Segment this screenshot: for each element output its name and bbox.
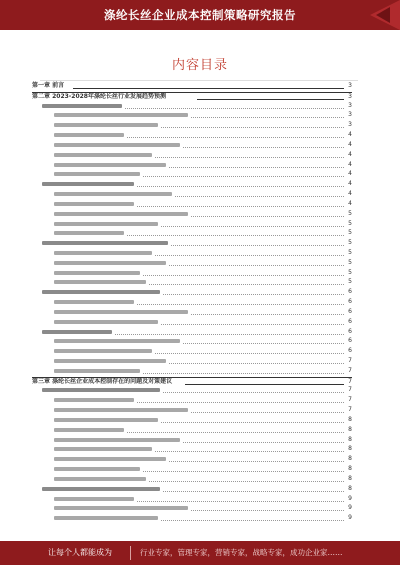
toc-page-number: 9 — [348, 504, 352, 512]
toc-leader-dots — [169, 461, 344, 462]
toc-leader-dots — [161, 422, 344, 423]
toc-page-number: 8 — [348, 415, 352, 423]
toc-leader-dots — [183, 442, 344, 443]
toc-subsection-entry[interactable] — [32, 357, 352, 366]
table-of-contents — [32, 82, 352, 524]
toc-leader-dots — [183, 147, 344, 148]
toc-subsection-entry[interactable] — [32, 200, 352, 209]
toc-subsection-entry[interactable] — [32, 190, 352, 199]
toc-page-number: 9 — [348, 514, 352, 522]
toc-leader-dots — [185, 384, 344, 385]
toc-page-number: 4 — [348, 131, 352, 139]
toc-entry-label-unreadable — [54, 231, 124, 235]
toc-subsection-entry[interactable] — [32, 111, 352, 120]
toc-page-number: 4 — [348, 190, 352, 198]
toc-subsection-entry[interactable] — [32, 416, 352, 425]
toc-leader-dots — [155, 451, 344, 452]
toc-subsection-entry[interactable] — [32, 131, 352, 140]
toc-leader-dots — [163, 392, 344, 393]
toc-leader-dots — [73, 88, 344, 89]
toc-leader-dots — [161, 226, 344, 227]
toc-leader-dots — [143, 471, 344, 472]
toc-page-number: 7 — [348, 377, 352, 385]
toc-entry-label-unreadable — [54, 359, 166, 363]
toc-leader-dots — [175, 196, 344, 197]
toc-entry-label-unreadable — [54, 133, 124, 137]
toc-entry-label-unreadable — [54, 143, 180, 147]
toc-page-number: 7 — [348, 406, 352, 414]
footer-slogan: 让每个人都能成为 — [48, 548, 112, 557]
toc-entry-label: 第一章 前言 — [32, 82, 65, 89]
toc-page-number: 4 — [348, 150, 352, 158]
toc-leader-dots — [191, 117, 344, 118]
toc-leader-dots — [137, 402, 344, 403]
toc-entry-label-unreadable — [54, 300, 134, 304]
toc-subsection-entry[interactable] — [32, 259, 352, 268]
toc-leader-dots — [137, 304, 344, 305]
toc-page-number: 3 — [348, 121, 352, 129]
toc-chapter-entry[interactable] — [32, 82, 352, 91]
toc-page-number: 8 — [348, 484, 352, 492]
toc-page-number: 6 — [348, 347, 352, 355]
toc-page-number: 5 — [348, 248, 352, 256]
toc-entry-label-unreadable — [54, 398, 134, 402]
toc-subsection-entry[interactable] — [32, 308, 352, 317]
toc-section-entry[interactable] — [32, 328, 352, 337]
toc-leader-dots — [169, 363, 344, 364]
toc-entry-label-unreadable — [54, 280, 146, 284]
toc-entry-label-unreadable — [54, 506, 188, 510]
toc-leader-dots — [191, 412, 344, 413]
toc-page-number: 6 — [348, 288, 352, 296]
toc-page-number: 5 — [348, 239, 352, 247]
toc-subsection-entry[interactable] — [32, 278, 352, 287]
toc-leader-dots — [171, 245, 344, 246]
toc-page-number: 7 — [348, 386, 352, 394]
toc-page-number: 3 — [348, 101, 352, 109]
toc-subsection-entry[interactable] — [32, 514, 352, 523]
toc-leader-dots — [115, 334, 344, 335]
toc-subsection-entry[interactable] — [32, 151, 352, 160]
toc-entry-label-unreadable — [54, 310, 188, 314]
toc-leader-dots — [169, 265, 344, 266]
toc-entry-label-unreadable — [42, 290, 160, 294]
toc-leader-dots — [149, 284, 344, 285]
toc-subsection-entry[interactable] — [32, 495, 352, 504]
toc-page-number: 6 — [348, 298, 352, 306]
toc-subsection-entry[interactable] — [32, 465, 352, 474]
toc-entry-label-unreadable — [54, 516, 158, 520]
toc-subsection-entry[interactable] — [32, 249, 352, 258]
toc-entry-label-unreadable — [54, 172, 140, 176]
toc-entry-label-unreadable — [42, 182, 134, 186]
toc-leader-dots — [163, 491, 344, 492]
toc-leader-dots — [161, 324, 344, 325]
toc-page-number: 4 — [348, 170, 352, 178]
toc-subsection-entry[interactable] — [32, 298, 352, 307]
toc-heading: 内容目录 — [171, 58, 228, 73]
toc-leader-dots — [137, 186, 344, 187]
toc-entry-label-unreadable — [54, 477, 146, 481]
toc-page-number: 5 — [348, 268, 352, 276]
toc-subsection-entry[interactable] — [32, 426, 352, 435]
toc-section-entry[interactable] — [32, 102, 352, 111]
toc-page-number: 5 — [348, 229, 352, 237]
toc-subsection-entry[interactable] — [32, 406, 352, 415]
toc-leader-dots — [161, 520, 344, 521]
toc-leader-dots — [137, 206, 344, 207]
toc-leader-dots — [127, 137, 344, 138]
toc-entry-label-unreadable — [54, 349, 152, 353]
toc-subsection-entry[interactable] — [32, 161, 352, 170]
toc-chapter-entry[interactable] — [32, 92, 352, 102]
toc-entry-label-unreadable — [54, 457, 166, 461]
toc-subsection-entry[interactable] — [32, 269, 352, 278]
toc-page-number: 7 — [348, 366, 352, 374]
toc-entry-label-unreadable — [54, 192, 172, 196]
toc-leader-dots — [155, 255, 344, 256]
toc-entry-label-unreadable — [54, 163, 166, 167]
toc-entry-label-unreadable — [54, 251, 152, 255]
toc-entry-label-unreadable — [54, 418, 158, 422]
toc-page-number: 6 — [348, 307, 352, 315]
toc-page-number: 4 — [348, 180, 352, 188]
toc-subsection-entry[interactable] — [32, 318, 352, 327]
toc-entry-label-unreadable — [54, 153, 152, 157]
toc-entry-label-unreadable — [54, 261, 166, 265]
report-title: 涤纶长丝企业成本控制策略研究报告 — [104, 8, 296, 22]
toc-entry-label-unreadable — [54, 212, 188, 216]
toc-leader-dots — [169, 167, 344, 168]
toc-page-number: 6 — [348, 337, 352, 345]
toc-page-number: 3 — [348, 82, 352, 89]
toc-page-number: 7 — [348, 357, 352, 365]
toc-page-number: 3 — [348, 111, 352, 119]
toc-entry-label-unreadable — [54, 202, 134, 206]
toc-subsection-entry[interactable] — [32, 220, 352, 229]
toc-page-number: 7 — [348, 396, 352, 404]
toc-entry-label-unreadable — [54, 339, 180, 343]
toc-subsection-entry[interactable] — [32, 396, 352, 405]
toc-page-number: 6 — [348, 317, 352, 325]
toc-page-number: 8 — [348, 465, 352, 473]
toc-leader-dots — [183, 343, 344, 344]
toc-section-entry[interactable] — [32, 386, 352, 395]
toc-subsection-entry[interactable] — [32, 229, 352, 238]
toc-leader-dots — [191, 510, 344, 511]
toc-subsection-entry[interactable] — [32, 210, 352, 219]
toc-leader-dots — [143, 373, 344, 374]
toc-entry-label-unreadable — [54, 447, 152, 451]
toc-subsection-entry[interactable] — [32, 141, 352, 150]
toc-page-number: 4 — [348, 160, 352, 168]
toc-entry-label-unreadable — [54, 438, 180, 442]
toc-leader-dots — [155, 157, 344, 158]
toc-entry-label-unreadable — [54, 369, 140, 373]
toc-entry-label-unreadable — [54, 428, 124, 432]
toc-chapter-entry[interactable] — [32, 377, 352, 387]
toc-leader-dots — [191, 216, 344, 217]
toc-page-number: 3 — [348, 92, 352, 100]
toc-leader-dots — [163, 294, 344, 295]
toc-leader-dots — [161, 127, 344, 128]
toc-entry-label-unreadable — [54, 497, 134, 501]
toc-entry-label-unreadable — [42, 330, 112, 334]
toc-page-number: 8 — [348, 455, 352, 463]
toc-entry-label-unreadable — [54, 320, 158, 324]
toc-leader-dots — [137, 501, 344, 502]
toc-leader-dots — [143, 275, 344, 276]
toc-entry-label-unreadable — [54, 408, 188, 412]
toc-section-entry[interactable] — [32, 239, 352, 248]
toc-leader-dots — [127, 432, 344, 433]
toc-page-number: 5 — [348, 219, 352, 227]
toc-page-number: 9 — [348, 494, 352, 502]
toc-subsection-entry[interactable] — [32, 504, 352, 513]
toc-subsection-entry[interactable] — [32, 436, 352, 445]
toc-page-number: 4 — [348, 140, 352, 148]
toc-subsection-entry[interactable] — [32, 121, 352, 130]
toc-entry-label: 第三章 涤纶长丝企业成本控制存在的问题及对策建议 — [32, 377, 173, 385]
toc-page-number: 8 — [348, 425, 352, 433]
toc-page-number: 5 — [348, 258, 352, 266]
toc-subsection-entry[interactable] — [32, 455, 352, 464]
toc-entry-label-unreadable — [54, 467, 140, 471]
toc-entry-label-unreadable — [54, 113, 188, 117]
toc-page-number: 4 — [348, 199, 352, 207]
toc-subsection-entry[interactable] — [32, 347, 352, 356]
footer-divider — [130, 546, 131, 560]
toc-leader-dots — [149, 481, 344, 482]
toc-subsection-entry[interactable] — [32, 475, 352, 484]
toc-subsection-entry[interactable] — [32, 445, 352, 454]
toc-leader-dots — [197, 99, 344, 100]
toc-leader-dots — [127, 235, 344, 236]
toc-divider — [40, 80, 358, 81]
toc-leader-dots — [125, 108, 344, 109]
toc-page-number: 5 — [348, 209, 352, 217]
toc-section-entry[interactable] — [32, 485, 352, 494]
toc-subsection-entry[interactable] — [32, 170, 352, 179]
toc-page-number: 8 — [348, 474, 352, 482]
toc-subsection-entry[interactable] — [32, 337, 352, 346]
toc-entry-label: 第二章 2023-2028年涤纶长丝行业发展趋势预测 — [32, 92, 166, 100]
toc-leader-dots — [155, 353, 344, 354]
toc-entry-label-unreadable — [42, 104, 122, 108]
toc-entry-label-unreadable — [42, 241, 168, 245]
toc-subsection-entry[interactable] — [32, 367, 352, 376]
toc-section-entry[interactable] — [32, 288, 352, 297]
toc-entry-label-unreadable — [42, 487, 160, 491]
toc-page-number: 8 — [348, 445, 352, 453]
toc-entry-label-unreadable — [54, 271, 140, 275]
toc-page-number: 6 — [348, 327, 352, 335]
toc-entry-label-unreadable — [42, 388, 160, 392]
toc-page-number: 5 — [348, 278, 352, 286]
footer-tagline: 行业专家，管理专家，营销专家，战略专家，成功企业家…… — [140, 548, 343, 557]
toc-entry-label-unreadable — [54, 123, 158, 127]
toc-leader-dots — [191, 314, 344, 315]
toc-page-number: 8 — [348, 435, 352, 443]
toc-leader-dots — [143, 176, 344, 177]
toc-entry-label-unreadable — [54, 222, 158, 226]
toc-section-entry[interactable] — [32, 180, 352, 189]
